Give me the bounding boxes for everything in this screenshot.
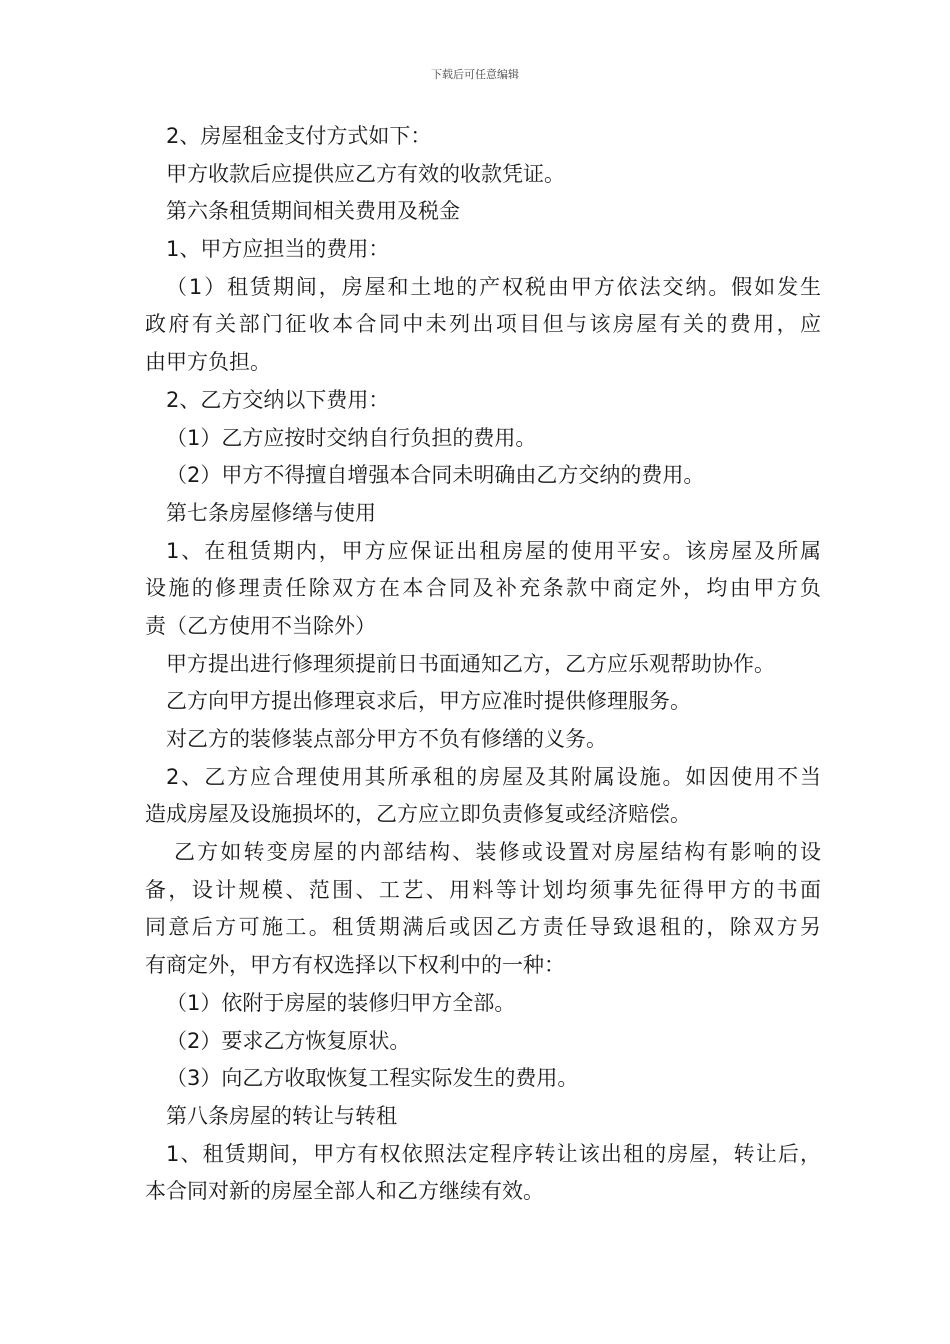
paragraph-line: 本合同对新的房屋全部人和乙方继续有效。 [145, 1179, 544, 1204]
paragraph-line: 同意后方可施工。租赁期满后或因乙方责任导致退租的，除双方另 [145, 915, 821, 940]
paragraph-line: （1）依附于房屋的装修归甲方全部。 [166, 990, 516, 1015]
paragraph-line: 2、房屋租金支付方式如下： [166, 124, 432, 148]
paragraph-line: 备，设计规模、范围、工艺、用料等计划均须事先征得甲方的书面 [145, 877, 821, 902]
paragraph-line: （2）甲方不得擅自增强本合同未明确由乙方交纳的费用。 [166, 463, 705, 488]
paragraph-line: 有商定外，甲方有权选择以下权利中的一种： [145, 953, 565, 978]
paragraph-line: 甲方收款后应提供应乙方有效的收款凭证。 [166, 161, 565, 186]
paragraph-line: 第七条房屋修缮与使用 [166, 500, 376, 525]
paragraph-line: 对乙方的装修装点部分甲方不负有修缮的义务。 [166, 727, 607, 751]
paragraph-line: 甲方提出进行修理须提前日书面通知乙方，乙方应乐观帮助协作。 [166, 651, 775, 676]
paragraph-line: 2、乙方应合理使用其所承租的房屋及其附属设施。如因使用不当 [166, 764, 821, 789]
paragraph-line: 由甲方负担。 [145, 350, 271, 375]
paragraph-line: 乙方向甲方提出修理哀求后，甲方应准时提供修理服务。 [166, 689, 691, 714]
paragraph-line: 1、甲方应担当的费用： [166, 237, 390, 262]
paragraph-line: （1）乙方应按时交纳自行负担的费用。 [166, 425, 537, 450]
paragraph-line: 乙方如转变房屋的内部结构、装修或设置对房屋结构有影响的设 [174, 840, 821, 865]
paragraph-line: 1、租赁期间，甲方有权依照法定程序转让该出租的房屋，转让后， [166, 1141, 821, 1166]
paragraph-line: （2）要求乙方恢复原状。 [166, 1028, 411, 1053]
paragraph-line: 2、乙方交纳以下费用： [166, 387, 390, 412]
paragraph-line: 造成房屋及设施损坏的，乙方应立即负责修复或经济赔偿。 [145, 802, 691, 827]
paragraph-line: 设施的修理责任除双方在本合同及补充条款中商定外，均由甲方负 [145, 576, 821, 601]
document-body [145, 118, 821, 1211]
paragraph-line: （3）向乙方收取恢复工程实际发生的费用。 [166, 1066, 579, 1091]
paragraph-line: 1、在租赁期内，甲方应保证出租房屋的使用平安。该房屋及所属 [166, 538, 821, 563]
paragraph-line: 责（乙方使用不当除外） [145, 613, 376, 638]
paragraph-line: 政府有关部门征收本合同中未列出项目但与该房屋有关的费用，应 [145, 312, 821, 337]
paragraph-line: （1）租赁期间，房屋和土地的产权税由甲方依法交纳。假如发生 [166, 274, 821, 299]
paragraph-line: 第六条租赁期间相关费用及税金 [166, 199, 460, 224]
paragraph-line: 第八条房屋的转让与转租 [166, 1103, 397, 1128]
page-header: 下载后可任意编辑 [431, 68, 519, 81]
